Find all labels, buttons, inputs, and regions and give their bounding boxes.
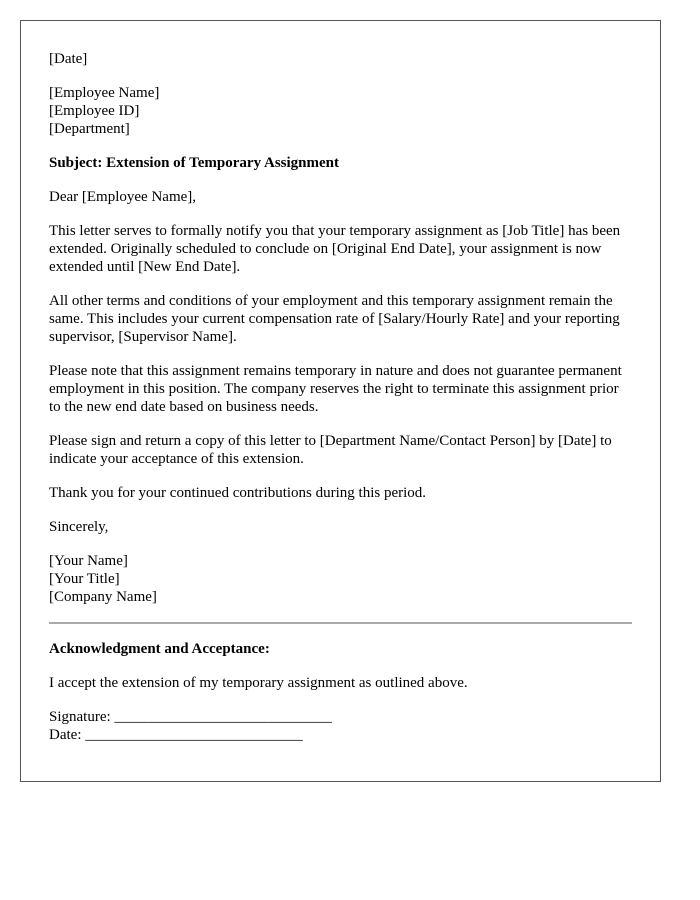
salutation: Dear [Employee Name], [49,189,197,205]
signature-label: Signature: [49,709,115,725]
recipient-id: [Employee ID] [49,103,140,119]
date-line[interactable]: _____________________________ [85,727,303,743]
closing: Sincerely, [49,519,109,535]
acknowledgment-statement: I accept the extension of my temporary assignment as outlined above. [49,675,468,691]
sender-name: [Your Name] [49,553,128,569]
signature-block [49,708,632,744]
sender-title: [Your Title] [49,571,120,587]
signature-line[interactable]: _____________________________ [114,709,332,725]
recipient-block [49,84,632,138]
sender-company: [Company Name] [49,589,157,605]
letter [20,20,661,782]
letter-date: [Date] [49,51,88,67]
body-paragraph-4: Please sign and return a copy of this letter to [Department Name/Contact Person] by [Date] to indicate your acceptance of this extension. [49,433,612,467]
recipient-department: [Department] [49,121,130,137]
body-paragraph-5: Thank you for your continued contributions during this period. [49,485,427,501]
divider [49,622,632,624]
recipient-name: [Employee Name] [49,85,160,101]
sender-block [49,552,632,606]
subject-line: Subject: Extension of Temporary Assignment [49,155,340,171]
date-row [49,726,632,744]
date-label: Date: [49,727,86,743]
body-paragraph-1: This letter serves to formally notify you that your temporary assignment as [Job Title] has been extended. Originally scheduled to conclude on [Original End Date], your assignment is now extended until [New End Date]. [49,223,621,275]
acknowledgment-heading: Acknowledgment and Acceptance: [49,641,270,657]
body-paragraph-2: All other terms and conditions of your employment and this temporary assignment remain the same. This includes your current compensation rate of [Salary/Hourly Rate] and your reporting supervisor, [Supervisor Name]. [49,293,620,345]
signature-row [49,708,632,726]
body-paragraph-3: Please note that this assignment remains temporary in nature and does not guarantee permanent employment in this position. The company reserves the right to terminate this assignment prior to the new end date based on business needs. [49,363,622,415]
